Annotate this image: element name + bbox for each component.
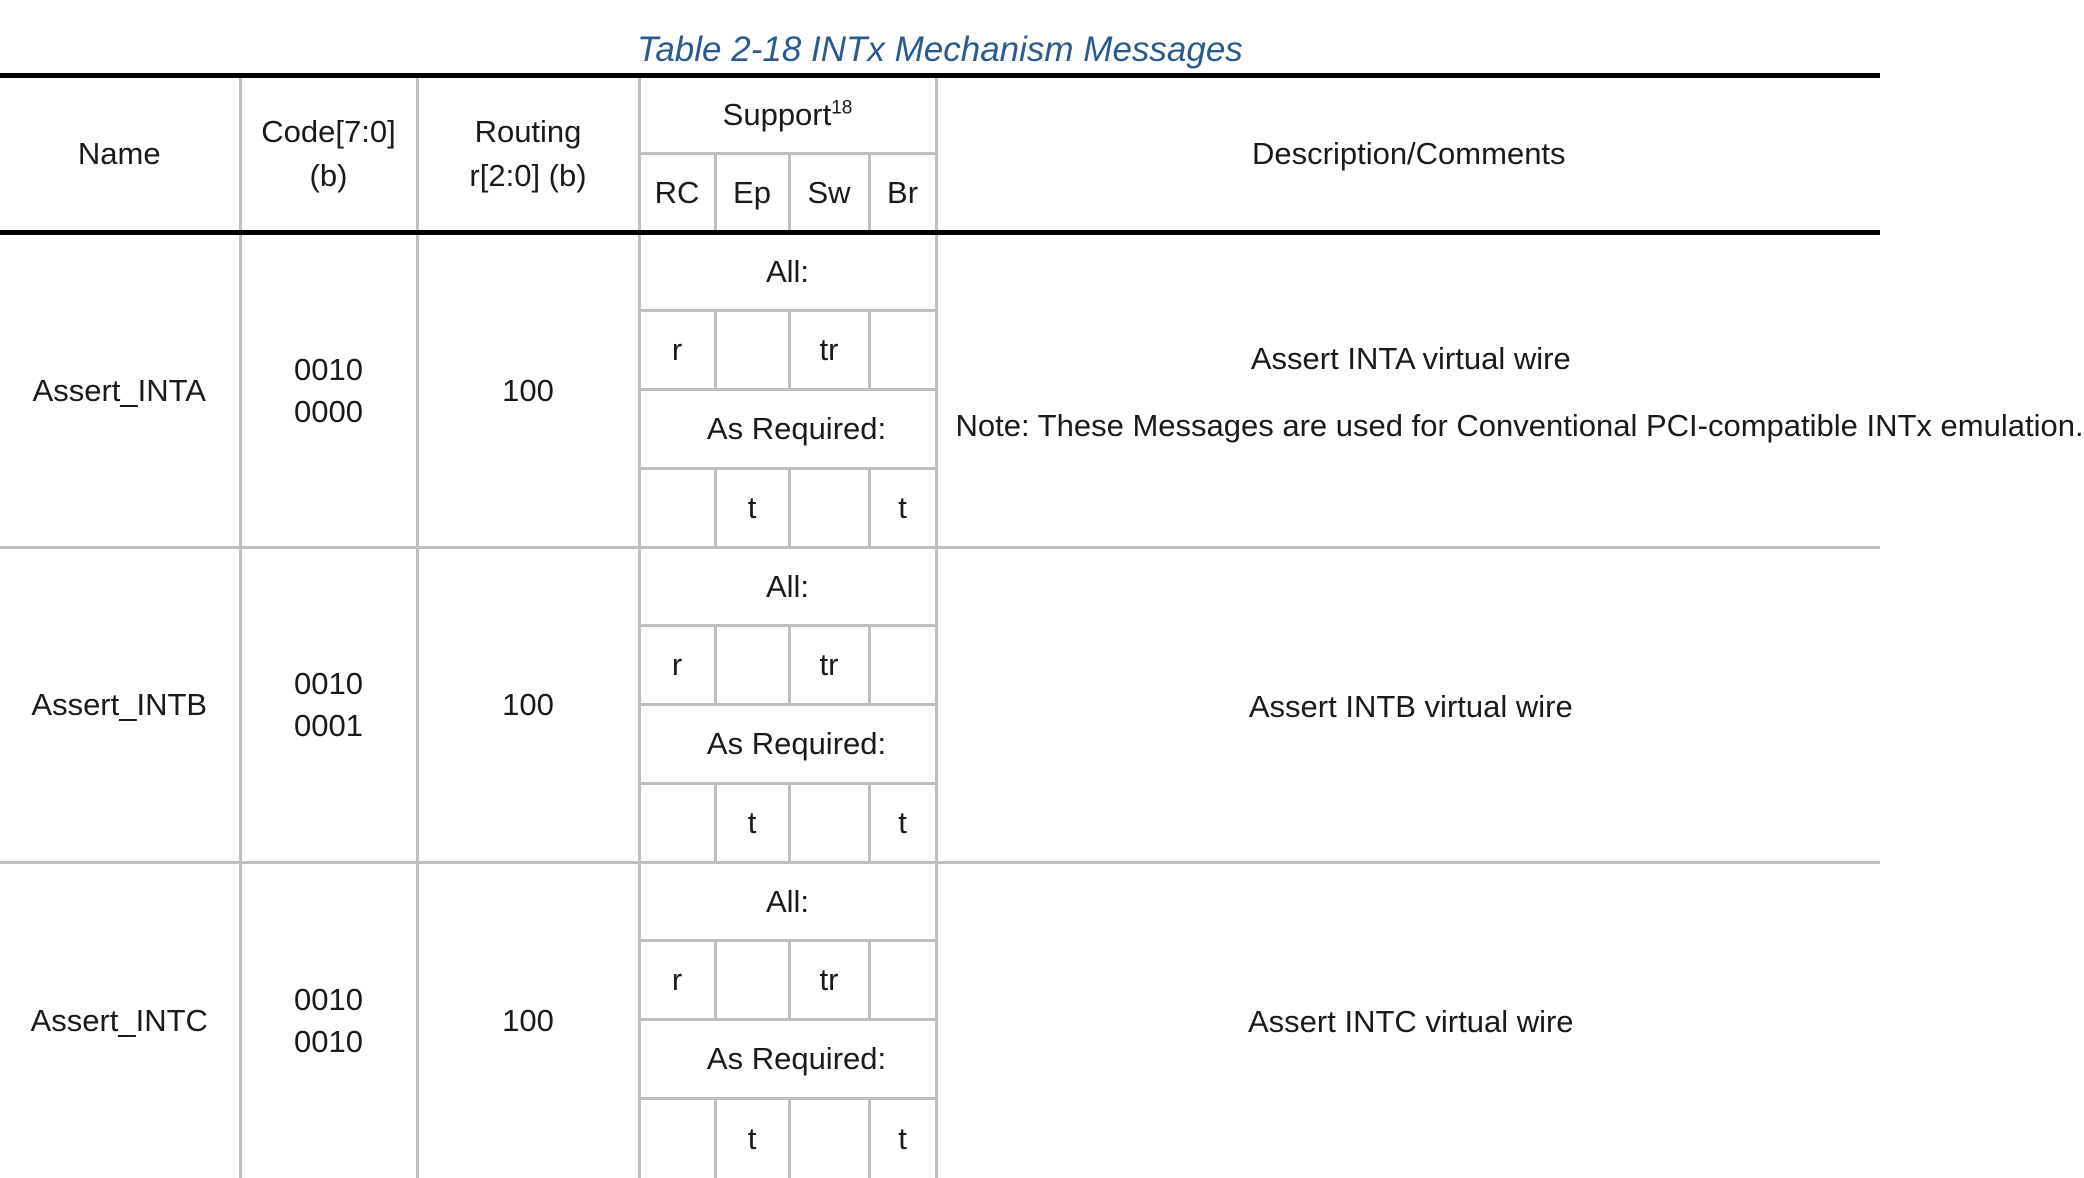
header-description-label: Description/Comments <box>1252 136 1566 171</box>
row-code-line1: 0010 <box>294 351 363 387</box>
intx-messages-table <box>0 73 2084 1178</box>
header-routing-line2: r[2:0] (b) <box>469 158 587 193</box>
support-all-rc: r <box>639 626 715 705</box>
row-code-line2: 0010 <box>294 1023 363 1059</box>
row-description <box>936 233 2084 548</box>
support-all-label: All: <box>639 233 936 311</box>
row-description <box>936 863 1880 1178</box>
row-description-text: Assert INTC virtual wire <box>1248 1004 1574 1040</box>
row-name: Assert_INTB <box>0 548 240 863</box>
header-br: Br <box>869 154 936 233</box>
row-description-text: Assert INTB virtual wire <box>1248 688 1573 724</box>
support-all-rc: r <box>639 311 715 390</box>
row-description <box>936 548 1880 863</box>
row-routing: 100 <box>417 863 639 1178</box>
row-routing: 100 <box>417 233 639 548</box>
header-code <box>240 76 417 233</box>
support-req-rc <box>639 784 715 863</box>
table-row <box>0 233 2084 548</box>
row-name: Assert_INTC <box>0 863 240 1178</box>
support-req-label: As Required: <box>639 705 936 784</box>
header-code-line1: Code[7:0] <box>261 114 396 149</box>
support-req-br: t <box>869 1099 936 1178</box>
support-req-rc <box>639 469 715 548</box>
row-code-line2: 0001 <box>294 708 363 743</box>
support-all-ep <box>715 626 789 705</box>
support-req-label: As Required: <box>639 390 936 469</box>
header-rc: RC <box>639 154 715 233</box>
row-code <box>240 863 417 1178</box>
support-req-ep: t <box>715 1099 789 1178</box>
header-support <box>639 76 936 154</box>
header-routing-line1: Routing <box>474 114 582 149</box>
header-name-label: Name <box>77 136 161 171</box>
support-req-sw <box>789 1099 869 1178</box>
support-req-ep: t <box>715 469 789 548</box>
header-support-footnote: 18 <box>831 97 853 119</box>
row-code-line2: 0000 <box>294 393 363 429</box>
table-row <box>0 863 1880 1178</box>
support-all-br <box>869 311 936 390</box>
support-all-sw: tr <box>789 941 869 1020</box>
header-description <box>936 76 1880 233</box>
support-all-sw: tr <box>789 626 869 705</box>
header-sw: Sw <box>789 154 869 233</box>
header-code-line2: (b) <box>309 158 348 193</box>
table-row <box>0 548 1880 863</box>
row-code-line1: 0010 <box>294 666 363 701</box>
header-routing <box>417 76 639 233</box>
support-req-sw <box>789 784 869 863</box>
row-description-text: Assert INTA virtual wire <box>1250 340 1571 376</box>
row-code-line1: 0010 <box>294 981 363 1017</box>
support-req-ep: t <box>715 784 789 863</box>
support-all-sw: tr <box>789 311 869 390</box>
support-req-rc <box>639 1099 715 1178</box>
row-code <box>240 548 417 863</box>
row-code <box>240 233 417 548</box>
support-req-br: t <box>869 469 936 548</box>
row-name: Assert_INTA <box>0 233 240 548</box>
table-caption: Table 2-18 INTx Mechanism Messages <box>637 30 1243 69</box>
row-routing: 100 <box>417 548 639 863</box>
support-all-br <box>869 626 936 705</box>
support-req-br: t <box>869 784 936 863</box>
support-req-sw <box>789 469 869 548</box>
support-all-label: All: <box>639 548 936 626</box>
support-req-label: As Required: <box>639 1020 936 1099</box>
row-description-note: Note: These Messages are used for Conventional PCI-compatible INTx emulation. <box>955 407 2084 443</box>
header-ep: Ep <box>715 154 789 233</box>
support-all-rc: r <box>639 941 715 1020</box>
support-all-br <box>869 941 936 1020</box>
header-name <box>0 76 240 233</box>
support-all-ep <box>715 941 789 1020</box>
support-all-label: All: <box>639 863 936 941</box>
support-all-ep <box>715 311 789 390</box>
header-support-label: Support <box>722 97 832 132</box>
